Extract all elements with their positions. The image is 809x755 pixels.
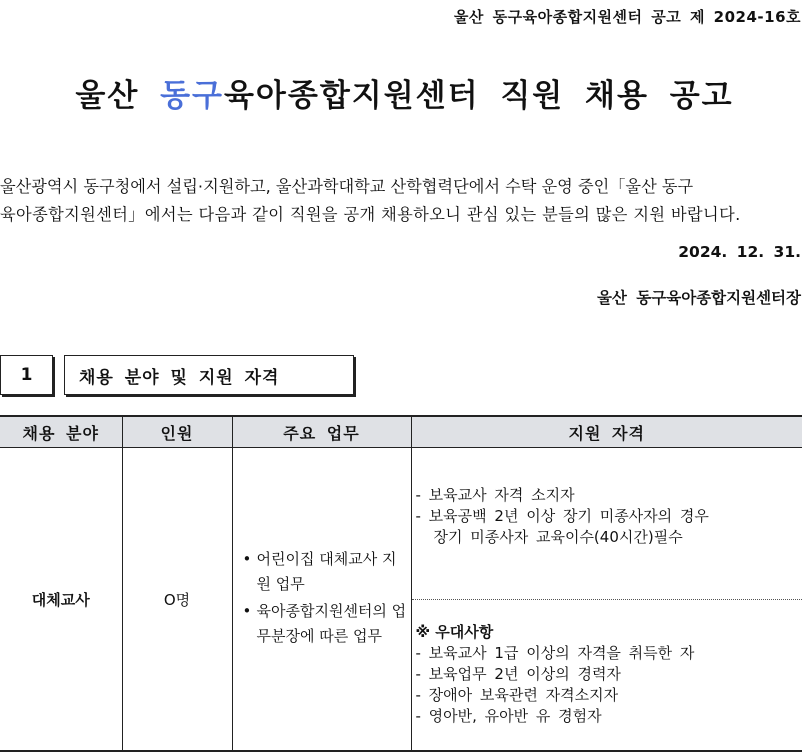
cell-qualifications — [411, 448, 802, 752]
cell-field: 대체교사 — [31, 590, 90, 609]
header-count: 인원 — [122, 416, 232, 448]
qualification-line: - 보육교사 자격 소지자 — [415, 486, 575, 504]
notice-number: 울산 동구육아종합지원센터 공고 제 2024-16호 — [453, 8, 801, 26]
preference-line: - 장애아 보육관련 자격소지자 — [415, 686, 619, 704]
header-qualifications: 지원 자격 — [411, 416, 802, 448]
intro-line-1: 울산광역시 동구청에서 설립·지원하고, 울산과학대학교 산학협력단에서 수탁 운영 중인「울산 동구 — [0, 177, 694, 196]
recruitment-table — [0, 415, 802, 752]
section-number-box: 1 — [0, 355, 53, 395]
duties-list — [233, 547, 411, 649]
intro-paragraph — [0, 173, 804, 229]
table-header-row — [0, 416, 802, 448]
qualification-line: 장기 미종사자 교육이수(40시간)필수 — [433, 528, 683, 546]
notice-date: 2024. 12. 31. — [678, 243, 801, 261]
duty-item: • 육아종합지원센터의 업무분장에 따른 업무 — [241, 599, 407, 649]
preference-title: ※ 우대사항 — [415, 623, 494, 641]
section-title-box: 채용 분야 및 지원 자격 — [64, 355, 354, 395]
page-title — [0, 70, 809, 115]
cell-count: O명 — [122, 448, 232, 752]
preference-line: - 영아반, 유아반 유 경험자 — [415, 707, 602, 725]
table-row — [0, 448, 802, 752]
preference-line: - 보육교사 1급 이상의 자격을 취득한 자 — [415, 644, 695, 662]
title-suffix: 육아종합지원센터 직원 채용 공고 — [223, 78, 734, 114]
intro-line-2: 육아종합지원센터」에서는 다음과 같이 직원을 공개 채용하오니 관심 있는 분들의 많은 지원 바랍니다. — [0, 205, 741, 224]
issuer-name: 울산 동구육아종합지원센터장 — [596, 289, 801, 307]
qualification-line: - 보육공백 2년 이상 장기 미종사자의 경우 — [415, 507, 709, 525]
header-field: 채용 분야 — [0, 416, 122, 448]
preference-line: - 보육업무 2년 이상의 경력자 — [415, 665, 621, 683]
title-highlight: 동구 — [160, 78, 224, 114]
cell-duties — [232, 448, 411, 752]
qualifications-block — [412, 448, 803, 600]
header-duties: 주요 업무 — [232, 416, 411, 448]
preferences-block — [412, 600, 803, 750]
title-prefix: 울산 — [75, 78, 161, 114]
duty-item: • 어린이집 대체교사 지원 업무 — [241, 547, 407, 597]
